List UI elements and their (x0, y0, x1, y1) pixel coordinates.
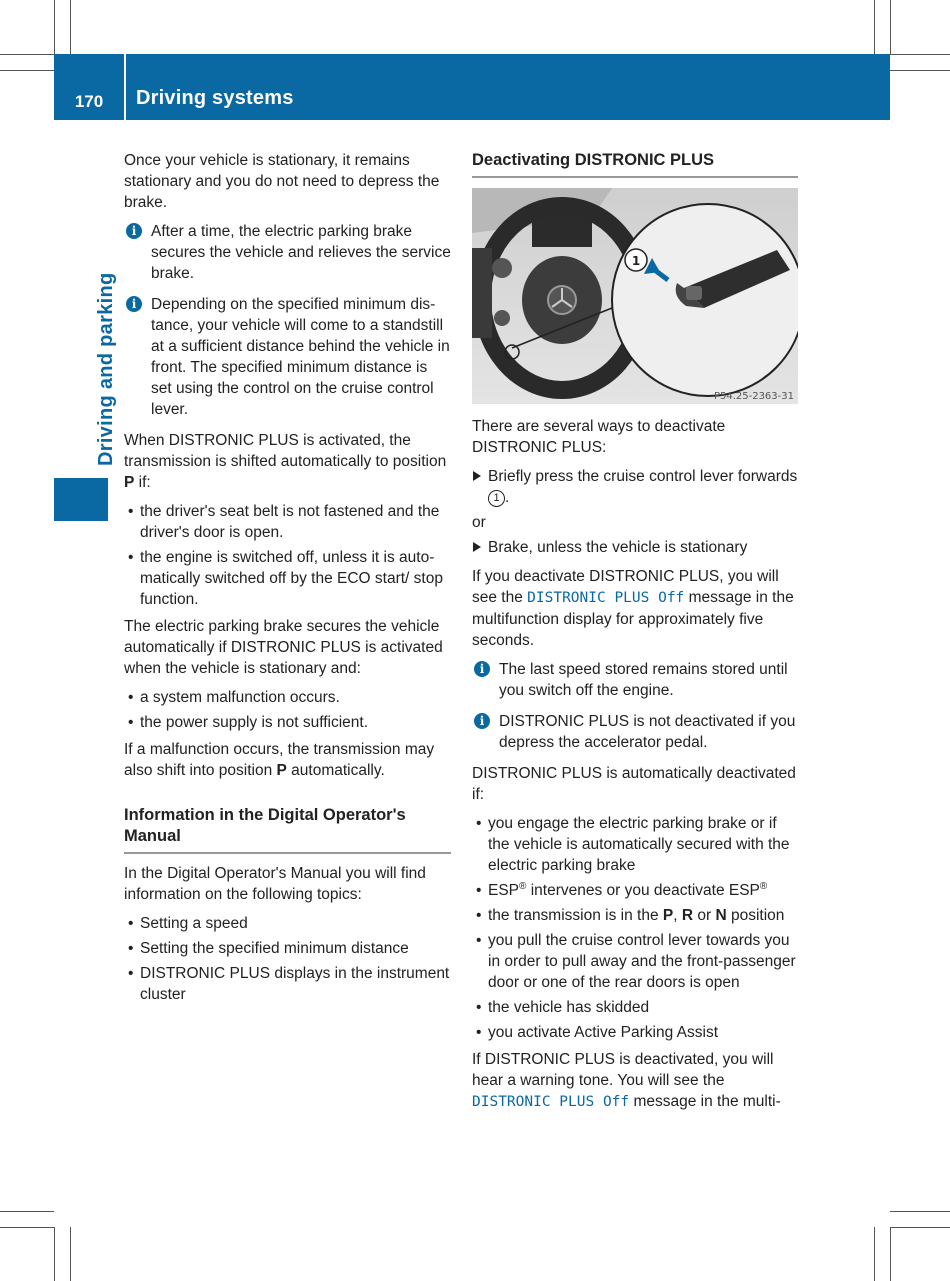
list-item: • the vehicle has skidded (472, 997, 798, 1018)
crop-mark (890, 1211, 950, 1212)
left-column (124, 150, 451, 1011)
display-message: DISTRONIC PLUS Off (472, 1094, 630, 1110)
crop-mark (890, 1227, 891, 1281)
callout-ref: 1 (488, 490, 505, 507)
crop-mark (70, 1227, 71, 1281)
bullet-list (124, 687, 451, 733)
crop-mark (70, 0, 71, 54)
paragraph: The electric parking brake secures the vehicle automatically if DISTRONIC PLUS is activated when the vehicle is stationary and: (124, 618, 443, 677)
instruction-step: Brake, unless the vehicle is stationary (472, 537, 798, 558)
or-label: or (472, 514, 486, 531)
list-item: • you pull the cruise control lever towards you in order to pull away and the front-passenger door or one of the rear doors is open (472, 930, 798, 993)
cockpit-figure (472, 188, 798, 404)
right-column (472, 150, 798, 1121)
paragraph: In the Digital Operator's Manual you will find information on the following topics: (124, 865, 426, 903)
figure-code: P54.25-2363-31 (713, 391, 794, 402)
info-note (472, 711, 798, 753)
info-note (124, 294, 451, 420)
crop-mark (54, 1227, 55, 1281)
crop-mark (890, 70, 950, 71)
list-item: • Setting a speed (124, 913, 451, 934)
info-note (124, 221, 451, 284)
info-note (472, 659, 798, 701)
step-arrow-icon (473, 542, 481, 552)
paragraph: If a malfunction occurs, the transmission may also shift into position P automatically. (124, 741, 435, 779)
list-item: • the driver's seat belt is not fastened and the driver's door is open. (124, 501, 451, 543)
list-item: • the power supply is not sufficient. (124, 712, 451, 733)
figure-callout: 1 (631, 254, 641, 268)
info-text: Depending on the specified minimum distance, your vehicle will come to a standstill at a sufficient distance behind the vehicle in front. The specified minimum distance is set using the control on the cruise control lever. (151, 296, 450, 418)
section-heading: Deactivating DISTRONIC PLUS (472, 150, 798, 178)
bullet-list (124, 913, 451, 1005)
page-header (54, 54, 890, 120)
list-item: • the engine is switched off, unless it is automatically switched off by the ECO start/ stop function. (124, 547, 451, 610)
info-text: DISTRONIC PLUS is not deactivated if you depress the accelerator pedal. (499, 713, 796, 751)
list-item: • Setting the specified minimum distance (124, 938, 451, 959)
section-side-tab (54, 478, 108, 521)
crop-mark (890, 1227, 950, 1228)
crop-mark (874, 0, 875, 54)
crop-mark (0, 1211, 54, 1212)
info-icon: i (474, 713, 490, 729)
step-arrow-icon (473, 471, 481, 481)
crop-mark (54, 0, 55, 54)
paragraph: If you deactivate DISTRONIC PLUS, you will see the DISTRONIC PLUS Off message in the multifunction display for approximately five seconds. (472, 568, 794, 649)
info-icon: i (126, 296, 142, 312)
paragraph: DISTRONIC PLUS is automatically deactivated if: (472, 765, 796, 803)
list-item: • DISTRONIC PLUS displays in the instrument cluster (124, 963, 451, 1005)
section-heading: Information in the Digital Operator's Manual (124, 805, 451, 854)
display-message: DISTRONIC PLUS Off (527, 590, 685, 606)
page-number: 170 (74, 92, 104, 111)
list-item: • the transmission is in the P, R or N position (472, 905, 798, 926)
paragraph: There are several ways to deactivate DISTRONIC PLUS: (472, 418, 726, 456)
paragraph: Once your vehicle is stationary, it remains stationary and you do not need to depress the brake. (124, 152, 440, 211)
section-side-label: Driving and parking (95, 272, 117, 466)
list-item: • you engage the electric parking brake or if the vehicle is automatically secured with the electric parking brake (472, 813, 798, 876)
list-item: • a system malfunction occurs. (124, 687, 451, 708)
page-title: Driving systems (136, 87, 294, 109)
cockpit-illustration (472, 188, 798, 404)
list-item: • ESP® intervenes or you deactivate ESP® (472, 880, 798, 901)
crop-mark (0, 70, 54, 71)
info-text: After a time, the electric parking brake secures the vehicle and relieves the service brake. (151, 223, 451, 282)
instruction-step: Briefly press the cruise control lever forwards 1 . (472, 466, 798, 508)
crop-mark (890, 54, 950, 55)
list-item: • you activate Active Parking Assist (472, 1022, 798, 1043)
info-icon: i (474, 661, 490, 677)
crop-mark (874, 1227, 875, 1281)
bullet-list (124, 501, 451, 610)
bullet-list (472, 813, 798, 1043)
crop-mark (0, 1227, 54, 1228)
info-text: The last speed stored remains stored until you switch off the engine. (499, 661, 788, 699)
paragraph: If DISTRONIC PLUS is deactivated, you will hear a warning tone. You will see the DISTRONIC PLUS Off message in the multi- (472, 1051, 781, 1110)
info-icon: i (126, 223, 142, 239)
paragraph: When DISTRONIC PLUS is activated, the transmission is shifted automatically to position P if: (124, 432, 447, 491)
header-divider (124, 54, 126, 120)
crop-mark (890, 0, 891, 54)
crop-mark (0, 54, 54, 55)
